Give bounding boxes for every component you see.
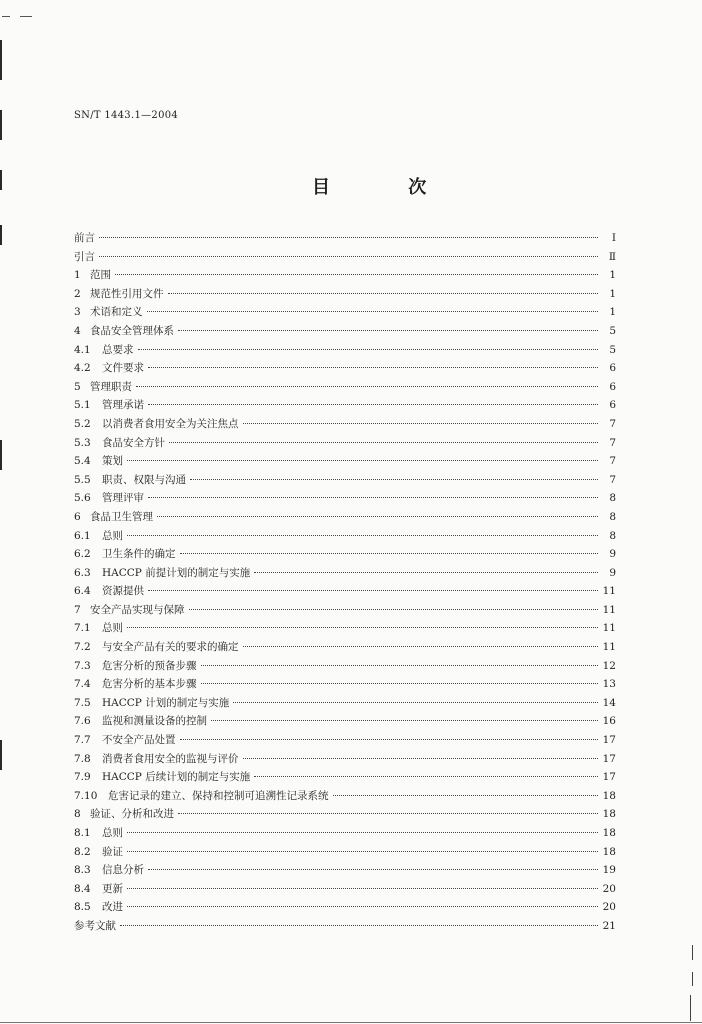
dot-leader	[233, 702, 598, 703]
dot-leader	[243, 423, 599, 424]
toc-entry[interactable]	[74, 397, 616, 416]
dot-leader	[127, 832, 598, 833]
toc-entry[interactable]	[74, 676, 616, 695]
toc-entry-number: 5	[74, 380, 81, 393]
toc-entry-number: 8	[74, 808, 81, 821]
toc-entry-title: 管理评审	[102, 492, 144, 505]
toc-entry[interactable]	[74, 286, 616, 305]
toc-entry-number: 5.1	[74, 399, 91, 412]
dot-leader	[211, 720, 598, 721]
toc-entry-page: 17	[602, 734, 616, 747]
dot-leader	[254, 776, 598, 777]
toc-entry-page: 1	[609, 269, 616, 282]
toc-entry-page: 5	[609, 343, 616, 356]
page-title: 目 次	[312, 177, 463, 198]
dot-leader	[115, 274, 598, 275]
scan-bottom-line	[0, 1022, 702, 1023]
toc-entry[interactable]	[74, 583, 616, 602]
toc-entry-page: 17	[602, 752, 616, 765]
scan-edge-mark	[0, 740, 2, 770]
dot-leader	[190, 479, 598, 480]
toc-entry[interactable]	[74, 881, 616, 900]
toc-entry-page: 11	[602, 622, 616, 635]
dot-leader	[148, 404, 598, 405]
toc-entry-number: 8.5	[74, 901, 91, 914]
toc-entry-page: 17	[602, 771, 616, 784]
scan-edge-mark	[0, 110, 2, 140]
toc-entry-page: 7	[609, 473, 616, 486]
toc-entry-number: 6.1	[74, 529, 91, 542]
toc-entry[interactable]	[74, 360, 616, 379]
scan-edge-mark	[0, 40, 2, 80]
toc-entry-title: 信息分析	[102, 864, 144, 877]
toc-entry-number: 5.6	[74, 492, 91, 505]
toc-entry-title: 消费者食用安全的监视与评价	[102, 752, 239, 765]
toc-entry-number: 3	[74, 306, 81, 319]
toc-entry-title: 危害记录的建立、保持和控制可追溯性记录系统	[108, 789, 329, 802]
toc-entry-page: Ⅱ	[608, 250, 616, 263]
toc-entry-title: 资源提供	[102, 585, 144, 598]
toc-entry-number: 7.6	[74, 715, 91, 728]
dot-leader	[243, 646, 599, 647]
toc-entry-page: 9	[609, 548, 616, 561]
toc-entry-page: 7	[609, 417, 616, 430]
toc-entry[interactable]	[74, 323, 616, 342]
toc-entry-title: 管理承诺	[102, 399, 144, 412]
dot-leader	[127, 888, 598, 889]
dot-leader	[120, 925, 598, 926]
dot-leader	[148, 367, 598, 368]
toc-entry-title: HACCP 后续计划的制定与实施	[102, 771, 251, 784]
dot-leader	[178, 330, 598, 331]
toc-entry-title: 职责、权限与沟通	[102, 473, 186, 486]
toc-entry-title: 管理职责	[90, 380, 132, 393]
toc-entry[interactable]	[74, 844, 616, 863]
toc-entry[interactable]	[74, 806, 616, 825]
toc-entry-title: 引言	[74, 250, 95, 263]
toc-entry-page: Ⅰ	[611, 232, 616, 244]
toc-entry-title: 总则	[102, 529, 123, 542]
toc-entry[interactable]	[74, 230, 616, 249]
dot-leader	[201, 665, 599, 666]
toc-entry-number: 5.5	[74, 473, 91, 486]
toc-entry-title: HACCP 计划的制定与实施	[102, 696, 230, 709]
toc-entry-number: 7.10	[74, 789, 98, 802]
toc-entry-title: 卫生条件的确定	[102, 548, 176, 561]
toc-entry-page: 7	[609, 455, 616, 468]
toc-entry[interactable]	[74, 825, 616, 844]
toc-entry[interactable]	[74, 751, 616, 770]
toc-entry-number: 7.4	[74, 678, 91, 691]
toc-entry-title: 危害分析的预备步骤	[102, 659, 197, 672]
dot-leader	[178, 813, 598, 814]
dot-leader	[127, 460, 598, 461]
toc-entry[interactable]	[74, 713, 616, 732]
toc-entry-title: 食品安全方针	[102, 436, 165, 449]
toc-entry-number: 6.2	[74, 548, 91, 561]
toc-entry-page: 5	[609, 324, 616, 337]
toc-entry-title: 安全产品实现与保障	[90, 603, 185, 616]
scan-corner-tick	[20, 16, 32, 17]
dot-leader	[180, 553, 599, 554]
toc-entry-title: 术语和定义	[90, 306, 143, 319]
dot-leader	[127, 535, 598, 536]
toc-entry[interactable]	[74, 769, 616, 788]
toc-entry-page: 18	[602, 789, 616, 802]
scan-edge-mark	[692, 945, 693, 960]
toc-entry-number: 7.1	[74, 622, 91, 635]
dot-leader	[99, 256, 598, 257]
toc-entry-number: 4.1	[74, 343, 91, 356]
toc-entry-title: 与安全产品有关的要求的确定	[102, 641, 239, 654]
toc-entry-title: 总则	[102, 827, 123, 839]
toc-entry-page: 16	[602, 715, 616, 728]
toc-entry-number: 6.4	[74, 585, 91, 598]
toc-entry-number: 6	[74, 510, 81, 523]
toc-entry-number: 7.7	[74, 734, 91, 747]
toc-entry-number: 8.1	[74, 827, 91, 839]
toc-entry[interactable]	[74, 639, 616, 658]
toc-entry-number: 5.3	[74, 436, 91, 449]
toc-entry-title: 监视和测量设备的控制	[102, 715, 207, 728]
toc-entry-page: 21	[602, 919, 616, 932]
scan-corner-tick	[2, 16, 10, 17]
scan-edge-mark	[690, 995, 691, 1021]
toc-entry-title: 不安全产品处置	[102, 734, 176, 747]
dot-leader	[148, 869, 598, 870]
toc-entry-page: 7	[609, 436, 616, 449]
dot-leader	[138, 349, 599, 350]
scan-edge-mark	[692, 972, 693, 986]
dot-leader	[169, 442, 598, 443]
dot-leader	[254, 572, 598, 573]
toc-entry-page: 8	[609, 492, 616, 505]
dot-leader	[180, 739, 599, 740]
dot-leader	[148, 590, 598, 591]
toc-entry-number: 8.4	[74, 882, 91, 895]
toc-entry[interactable]	[74, 435, 616, 454]
toc-entry-title: 更新	[102, 882, 123, 895]
toc-entry-number: 2	[74, 287, 81, 300]
toc-entry[interactable]	[74, 267, 616, 286]
toc-entry[interactable]	[74, 658, 616, 677]
toc-entry-number: 7.2	[74, 641, 91, 654]
toc-entry[interactable]	[74, 918, 616, 937]
toc-entry[interactable]	[74, 509, 616, 528]
toc-entry-number: 1	[74, 269, 81, 282]
toc-entry-page: 20	[602, 901, 616, 914]
scan-edge-mark	[0, 225, 2, 245]
toc-entry-number: 4	[74, 324, 81, 337]
toc-entry[interactable]	[74, 528, 616, 547]
dot-leader	[148, 497, 598, 498]
toc-entry-number: 7.3	[74, 659, 91, 672]
toc-entry-title: 食品安全管理体系	[90, 324, 174, 337]
table-of-contents	[74, 230, 616, 937]
toc-entry-title: 食品卫生管理	[90, 510, 153, 523]
toc-entry-page: 9	[609, 566, 616, 579]
toc-entry-title: 策划	[102, 455, 123, 468]
toc-entry[interactable]	[74, 342, 616, 361]
toc-entry[interactable]	[74, 565, 616, 584]
dot-leader	[127, 627, 598, 628]
toc-entry-number: 6.3	[74, 566, 91, 579]
dot-leader	[99, 237, 598, 238]
toc-entry-number: 7	[74, 603, 81, 616]
toc-entry-number: 5.2	[74, 417, 91, 430]
toc-entry-page: 6	[609, 399, 616, 412]
toc-entry-title: 范围	[90, 269, 111, 282]
dot-leader	[157, 516, 598, 517]
toc-entry-number: 7.9	[74, 771, 91, 784]
toc-entry[interactable]	[74, 862, 616, 881]
toc-entry-page: 11	[602, 585, 616, 598]
toc-entry-page: 18	[602, 808, 616, 821]
toc-entry[interactable]	[74, 546, 616, 565]
toc-entry-page: 6	[609, 380, 616, 393]
toc-entry[interactable]	[74, 304, 616, 323]
toc-entry-number: 7.5	[74, 696, 91, 709]
toc-entry-number: 7.8	[74, 752, 91, 765]
toc-entry-page: 8	[609, 510, 616, 523]
toc-entry[interactable]	[74, 602, 616, 621]
toc-entry-page: 1	[609, 287, 616, 300]
standard-code: SN/T 1443.1—2004	[74, 110, 179, 121]
toc-entry-number: 4.2	[74, 362, 91, 375]
toc-entry-page: 11	[602, 603, 616, 616]
toc-entry-page: 20	[602, 882, 616, 895]
toc-entry-title: 验证、分析和改进	[90, 808, 174, 821]
toc-entry-title: 以消费者食用安全为关注焦点	[102, 417, 239, 430]
toc-entry-title: 文件要求	[102, 362, 144, 375]
toc-entry-title: 总则	[102, 622, 123, 635]
dot-leader	[136, 386, 598, 387]
toc-entry-page: 19	[602, 864, 616, 877]
toc-entry-page: 8	[609, 529, 616, 542]
toc-entry[interactable]	[74, 490, 616, 509]
dot-leader	[127, 851, 598, 852]
dot-leader	[333, 795, 599, 796]
dot-leader	[168, 293, 599, 294]
toc-entry[interactable]	[74, 249, 616, 268]
dot-leader	[201, 683, 599, 684]
toc-entry-page: 6	[609, 362, 616, 375]
toc-entry[interactable]	[74, 899, 616, 918]
toc-entry-number: 5.4	[74, 455, 91, 468]
toc-entry-page: 12	[602, 659, 616, 672]
toc-entry-title: 总要求	[102, 343, 134, 356]
toc-entry[interactable]	[74, 732, 616, 751]
toc-entry-page: 1	[609, 306, 616, 319]
toc-entry-page: 18	[602, 827, 616, 839]
scan-edge-mark	[0, 440, 2, 470]
toc-entry-title: HACCP 前提计划的制定与实施	[102, 566, 251, 579]
toc-entry[interactable]	[74, 695, 616, 714]
toc-entry-title: 前言	[74, 232, 95, 244]
scan-edge-mark	[0, 170, 2, 190]
toc-entry-title: 参考文献	[74, 919, 116, 932]
toc-entry-title: 改进	[102, 901, 123, 914]
toc-entry-number: 8.3	[74, 864, 91, 877]
toc-entry-page: 13	[602, 678, 616, 691]
toc-entry-title: 验证	[102, 845, 123, 858]
dot-leader	[243, 758, 599, 759]
dot-leader	[127, 906, 598, 907]
toc-entry-page: 18	[602, 845, 616, 858]
toc-entry-number: 8.2	[74, 845, 91, 858]
toc-entry-page: 11	[602, 641, 616, 654]
toc-entry[interactable]	[74, 416, 616, 435]
toc-entry-title: 规范性引用文件	[90, 287, 164, 300]
toc-entry-page: 14	[602, 696, 616, 709]
toc-entry[interactable]	[74, 453, 616, 472]
toc-entry[interactable]	[74, 620, 616, 639]
toc-entry[interactable]	[74, 379, 616, 398]
dot-leader	[189, 609, 599, 610]
toc-entry-title: 危害分析的基本步骤	[102, 678, 197, 691]
dot-leader	[147, 311, 599, 312]
toc-entry[interactable]	[74, 788, 616, 807]
toc-entry[interactable]	[74, 472, 616, 491]
